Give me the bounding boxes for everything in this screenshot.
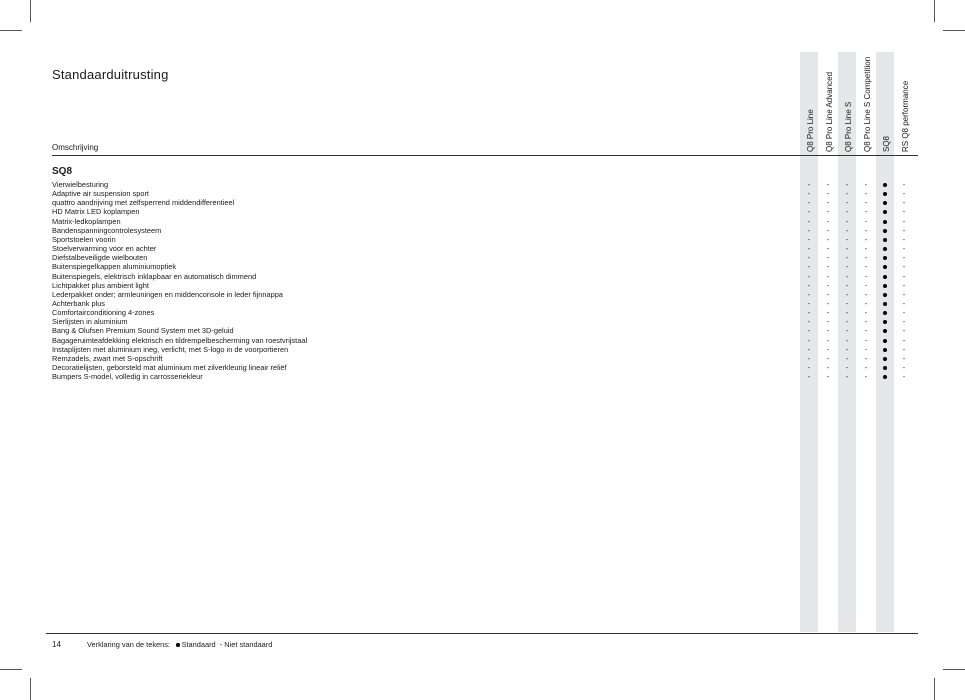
row-label: Buitenspiegels, elektrisch inklapbaar en automatisch dimmend [52, 271, 257, 281]
dot-icon [883, 192, 887, 196]
not-standard-cell: - [864, 335, 868, 345]
not-standard-cell: - [826, 207, 830, 217]
not-standard-cell: - [902, 216, 906, 226]
not-standard-cell: - [864, 234, 868, 244]
not-standard-cell: - [845, 298, 849, 308]
dot-icon [883, 183, 887, 187]
standard-cell [876, 207, 894, 216]
column-header [819, 52, 837, 152]
not-standard-cell: - [902, 335, 906, 345]
dot-icon [883, 293, 887, 297]
standard-cell [876, 244, 894, 253]
not-standard-cell: - [826, 253, 830, 263]
not-standard-cell: - [864, 198, 868, 208]
standard-cell [876, 308, 894, 317]
row-label: Vierwielbesturing [52, 180, 109, 189]
not-standard-cell: - [807, 289, 811, 299]
not-standard-cell: - [826, 262, 830, 272]
not-standard-cell: - [807, 244, 811, 254]
not-standard-cell: - [826, 289, 830, 299]
row-label: Adaptive air suspension sport [52, 189, 149, 199]
row-label: Bang & Olufsen Premium Sound System met 3D-geluid [52, 326, 234, 336]
not-standard-cell: - [826, 180, 830, 189]
not-standard-cell: - [845, 344, 849, 354]
not-standard-cell: - [845, 308, 849, 318]
not-standard-cell: - [845, 363, 849, 372]
not-standard-cell: - [902, 344, 906, 354]
row-label: Decoratielijsten, geborsteld mat aluminium met zilverkleurig lineair reliëf [52, 363, 287, 372]
standard-cell [876, 189, 894, 198]
column-header-label: Q8 Pro Line Advanced [825, 71, 834, 152]
standard-cell [876, 262, 894, 271]
dot-icon [883, 210, 887, 214]
legend [87, 640, 272, 649]
crop-mark [943, 669, 965, 670]
not-standard-cell: - [826, 308, 830, 318]
not-standard-cell: - [845, 271, 849, 281]
row-label: Bagageruimteafdekking elektrisch en tildrempelbescherming van roestvrijstaal [52, 335, 308, 345]
dot-icon [883, 247, 887, 251]
crop-mark [934, 678, 935, 700]
standard-cell [876, 253, 894, 262]
standard-cell [876, 354, 894, 363]
dot-icon [883, 311, 887, 315]
row-label: Sportstoelen voorin [52, 234, 116, 244]
not-standard-cell: - [845, 353, 849, 363]
not-standard-cell: - [902, 372, 906, 382]
row-label: Stoelverwarming voor en achter [52, 244, 157, 254]
not-standard-cell: - [864, 225, 868, 235]
not-standard-cell: - [807, 308, 811, 318]
not-standard-cell: - [902, 225, 906, 235]
not-standard-cell: - [902, 207, 906, 217]
row-label: Remzadels, zwart met S-opschrift [52, 353, 163, 363]
not-standard-cell: - [902, 198, 906, 208]
dot-icon [883, 329, 887, 333]
not-standard-cell: - [807, 225, 811, 235]
dot-icon [883, 265, 887, 269]
not-standard-cell: - [807, 207, 811, 217]
column-header [838, 52, 856, 152]
not-standard-cell: - [826, 280, 830, 290]
not-standard-cell: - [902, 234, 906, 244]
crop-mark [934, 0, 935, 22]
dot-icon [883, 375, 887, 379]
dot-icon [883, 339, 887, 343]
standard-cell [876, 290, 894, 299]
standard-cell [876, 235, 894, 244]
crop-mark [30, 678, 31, 700]
not-standard-cell: - [902, 289, 906, 299]
not-standard-cell: - [807, 298, 811, 308]
dot-icon [883, 357, 887, 361]
row-label: Bumpers S-model, volledig in carrosseriekleur [52, 372, 203, 382]
column-header [895, 52, 913, 152]
dot-icon [883, 302, 887, 306]
column-header-label: RS Q8 performance [901, 80, 910, 152]
dot-icon [883, 220, 887, 224]
legend-label: Verklaring van de tekens: [87, 640, 170, 649]
row-label: Sierlijsten in aluminium [52, 317, 128, 327]
not-standard-cell: - [807, 344, 811, 354]
not-standard-cell: - [864, 344, 868, 354]
not-standard-cell: - [807, 372, 811, 382]
not-standard-cell: - [902, 180, 906, 189]
not-standard-cell: - [864, 363, 868, 372]
not-standard-cell: - [845, 198, 849, 208]
not-standard-cell: - [864, 308, 868, 318]
not-standard-cell: - [826, 216, 830, 226]
dot-icon [176, 643, 180, 647]
standard-cell [876, 281, 894, 290]
row-label: Instaplijsten met aluminium ineg, verlicht, met S-logo in de voorportieren [52, 344, 289, 354]
standard-cell [876, 299, 894, 308]
not-standard-cell: - [826, 271, 830, 281]
not-standard-cell: - [807, 262, 811, 272]
not-standard-cell: - [807, 317, 811, 327]
legend-not-standard: - Niet standaard [219, 640, 273, 649]
not-standard-cell: - [845, 372, 849, 382]
not-standard-cell: - [826, 363, 830, 372]
not-standard-cell: - [845, 244, 849, 254]
not-standard-cell: - [902, 280, 906, 290]
column-header [876, 52, 894, 152]
not-standard-cell: - [864, 207, 868, 217]
not-standard-cell: - [864, 189, 868, 199]
not-standard-cell: - [826, 335, 830, 345]
page-number: 14 [52, 640, 61, 649]
not-standard-cell: - [845, 189, 849, 199]
description-header: Omschrijving [52, 143, 99, 152]
not-standard-cell: - [864, 372, 868, 382]
not-standard-cell: - [845, 262, 849, 272]
standard-cell [876, 226, 894, 235]
row-label: HD Matrix LED koplampen [52, 207, 140, 217]
not-standard-cell: - [807, 353, 811, 363]
not-standard-cell: - [902, 189, 906, 199]
row-label: quattro aandrijving met zelfsperrend middendifferentieel [52, 198, 235, 208]
row-label: Lederpakket onder; armleuningen en middenconsole in leder fijnnappa [52, 289, 283, 299]
page-title: Standaarduitrusting [52, 67, 169, 82]
not-standard-cell: - [826, 372, 830, 382]
column-header [800, 52, 818, 152]
not-standard-cell: - [902, 244, 906, 254]
not-standard-cell: - [902, 317, 906, 327]
standard-cell [876, 180, 894, 189]
not-standard-cell: - [807, 271, 811, 281]
crop-mark [30, 0, 31, 22]
not-standard-cell: - [864, 253, 868, 263]
not-standard-cell: - [845, 180, 849, 189]
row-label: Comfortairconditioning 4-zones [52, 308, 155, 318]
not-standard-cell: - [902, 271, 906, 281]
dot-icon [883, 256, 887, 260]
not-standard-cell: - [864, 353, 868, 363]
not-standard-cell: - [864, 298, 868, 308]
standard-cell [876, 372, 894, 381]
column-header-label: Q8 Pro Line S Competition [863, 56, 872, 152]
not-standard-cell: - [845, 207, 849, 217]
not-standard-cell: - [826, 326, 830, 336]
row-label: Diefstalbeveiligde wielbouten [52, 253, 148, 263]
standard-cell [876, 317, 894, 326]
dot-icon [883, 201, 887, 205]
not-standard-cell: - [902, 353, 906, 363]
not-standard-cell: - [864, 180, 868, 189]
not-standard-cell: - [845, 317, 849, 327]
crop-mark [943, 30, 965, 31]
row-label: Bandenspanningcontrolesysteem [52, 225, 162, 235]
not-standard-cell: - [902, 363, 906, 372]
not-standard-cell: - [807, 326, 811, 336]
not-standard-cell: - [807, 335, 811, 345]
row-label: Lichtpakket plus ambient light [52, 280, 149, 290]
standard-cell [876, 326, 894, 335]
standard-cell [876, 336, 894, 345]
dot-icon [883, 320, 887, 324]
not-standard-cell: - [826, 298, 830, 308]
legend-standard: Standaard [181, 640, 216, 649]
not-standard-cell: - [845, 335, 849, 345]
not-standard-cell: - [807, 363, 811, 372]
standard-cell [876, 345, 894, 354]
standard-cell [876, 363, 894, 372]
not-standard-cell: - [826, 198, 830, 208]
not-standard-cell: - [807, 198, 811, 208]
not-standard-cell: - [902, 308, 906, 318]
column-header-label: SQ8 [882, 135, 891, 152]
not-standard-cell: - [864, 326, 868, 336]
dot-icon [883, 275, 887, 279]
not-standard-cell: - [902, 326, 906, 336]
standard-cell [876, 217, 894, 226]
not-standard-cell: - [902, 262, 906, 272]
not-standard-cell: - [845, 216, 849, 226]
row-label: Buitenspiegelkappen aluminiumoptiek [52, 262, 177, 272]
not-standard-cell: - [845, 234, 849, 244]
not-standard-cell: - [845, 289, 849, 299]
not-standard-cell: - [845, 225, 849, 235]
dot-icon [883, 348, 887, 352]
not-standard-cell: - [807, 216, 811, 226]
not-standard-cell: - [864, 262, 868, 272]
standard-cell [876, 198, 894, 207]
not-standard-cell: - [826, 244, 830, 254]
not-standard-cell: - [864, 244, 868, 254]
not-standard-cell: - [807, 180, 811, 189]
not-standard-cell: - [807, 234, 811, 244]
standard-cell [876, 272, 894, 281]
not-standard-cell: - [864, 216, 868, 226]
not-standard-cell: - [826, 317, 830, 327]
dot-icon [883, 366, 887, 370]
header-divider [52, 155, 918, 156]
not-standard-cell: - [826, 234, 830, 244]
column-header [857, 52, 875, 152]
not-standard-cell: - [807, 189, 811, 199]
not-standard-cell: - [826, 225, 830, 235]
not-standard-cell: - [826, 189, 830, 199]
not-standard-cell: - [902, 298, 906, 308]
dot-icon [883, 229, 887, 233]
dot-icon [883, 284, 887, 288]
crop-mark [0, 669, 22, 670]
row-label: Matrix-ledkoplampen [52, 216, 121, 226]
dot-icon [883, 238, 887, 242]
column-header-label: Q8 Pro Line S [844, 101, 853, 152]
not-standard-cell: - [826, 344, 830, 354]
not-standard-cell: - [864, 280, 868, 290]
crop-mark [0, 30, 22, 31]
not-standard-cell: - [864, 271, 868, 281]
not-standard-cell: - [807, 280, 811, 290]
not-standard-cell: - [864, 317, 868, 327]
not-standard-cell: - [826, 353, 830, 363]
not-standard-cell: - [864, 289, 868, 299]
not-standard-cell: - [845, 253, 849, 263]
section-title: SQ8 [52, 166, 73, 177]
footer-divider [46, 633, 918, 634]
not-standard-cell: - [902, 253, 906, 263]
not-standard-cell: - [845, 326, 849, 336]
row-label: Achterbank plus [52, 298, 105, 308]
column-header-label: Q8 Pro Line [806, 109, 815, 152]
not-standard-cell: - [845, 280, 849, 290]
not-standard-cell: - [807, 253, 811, 263]
